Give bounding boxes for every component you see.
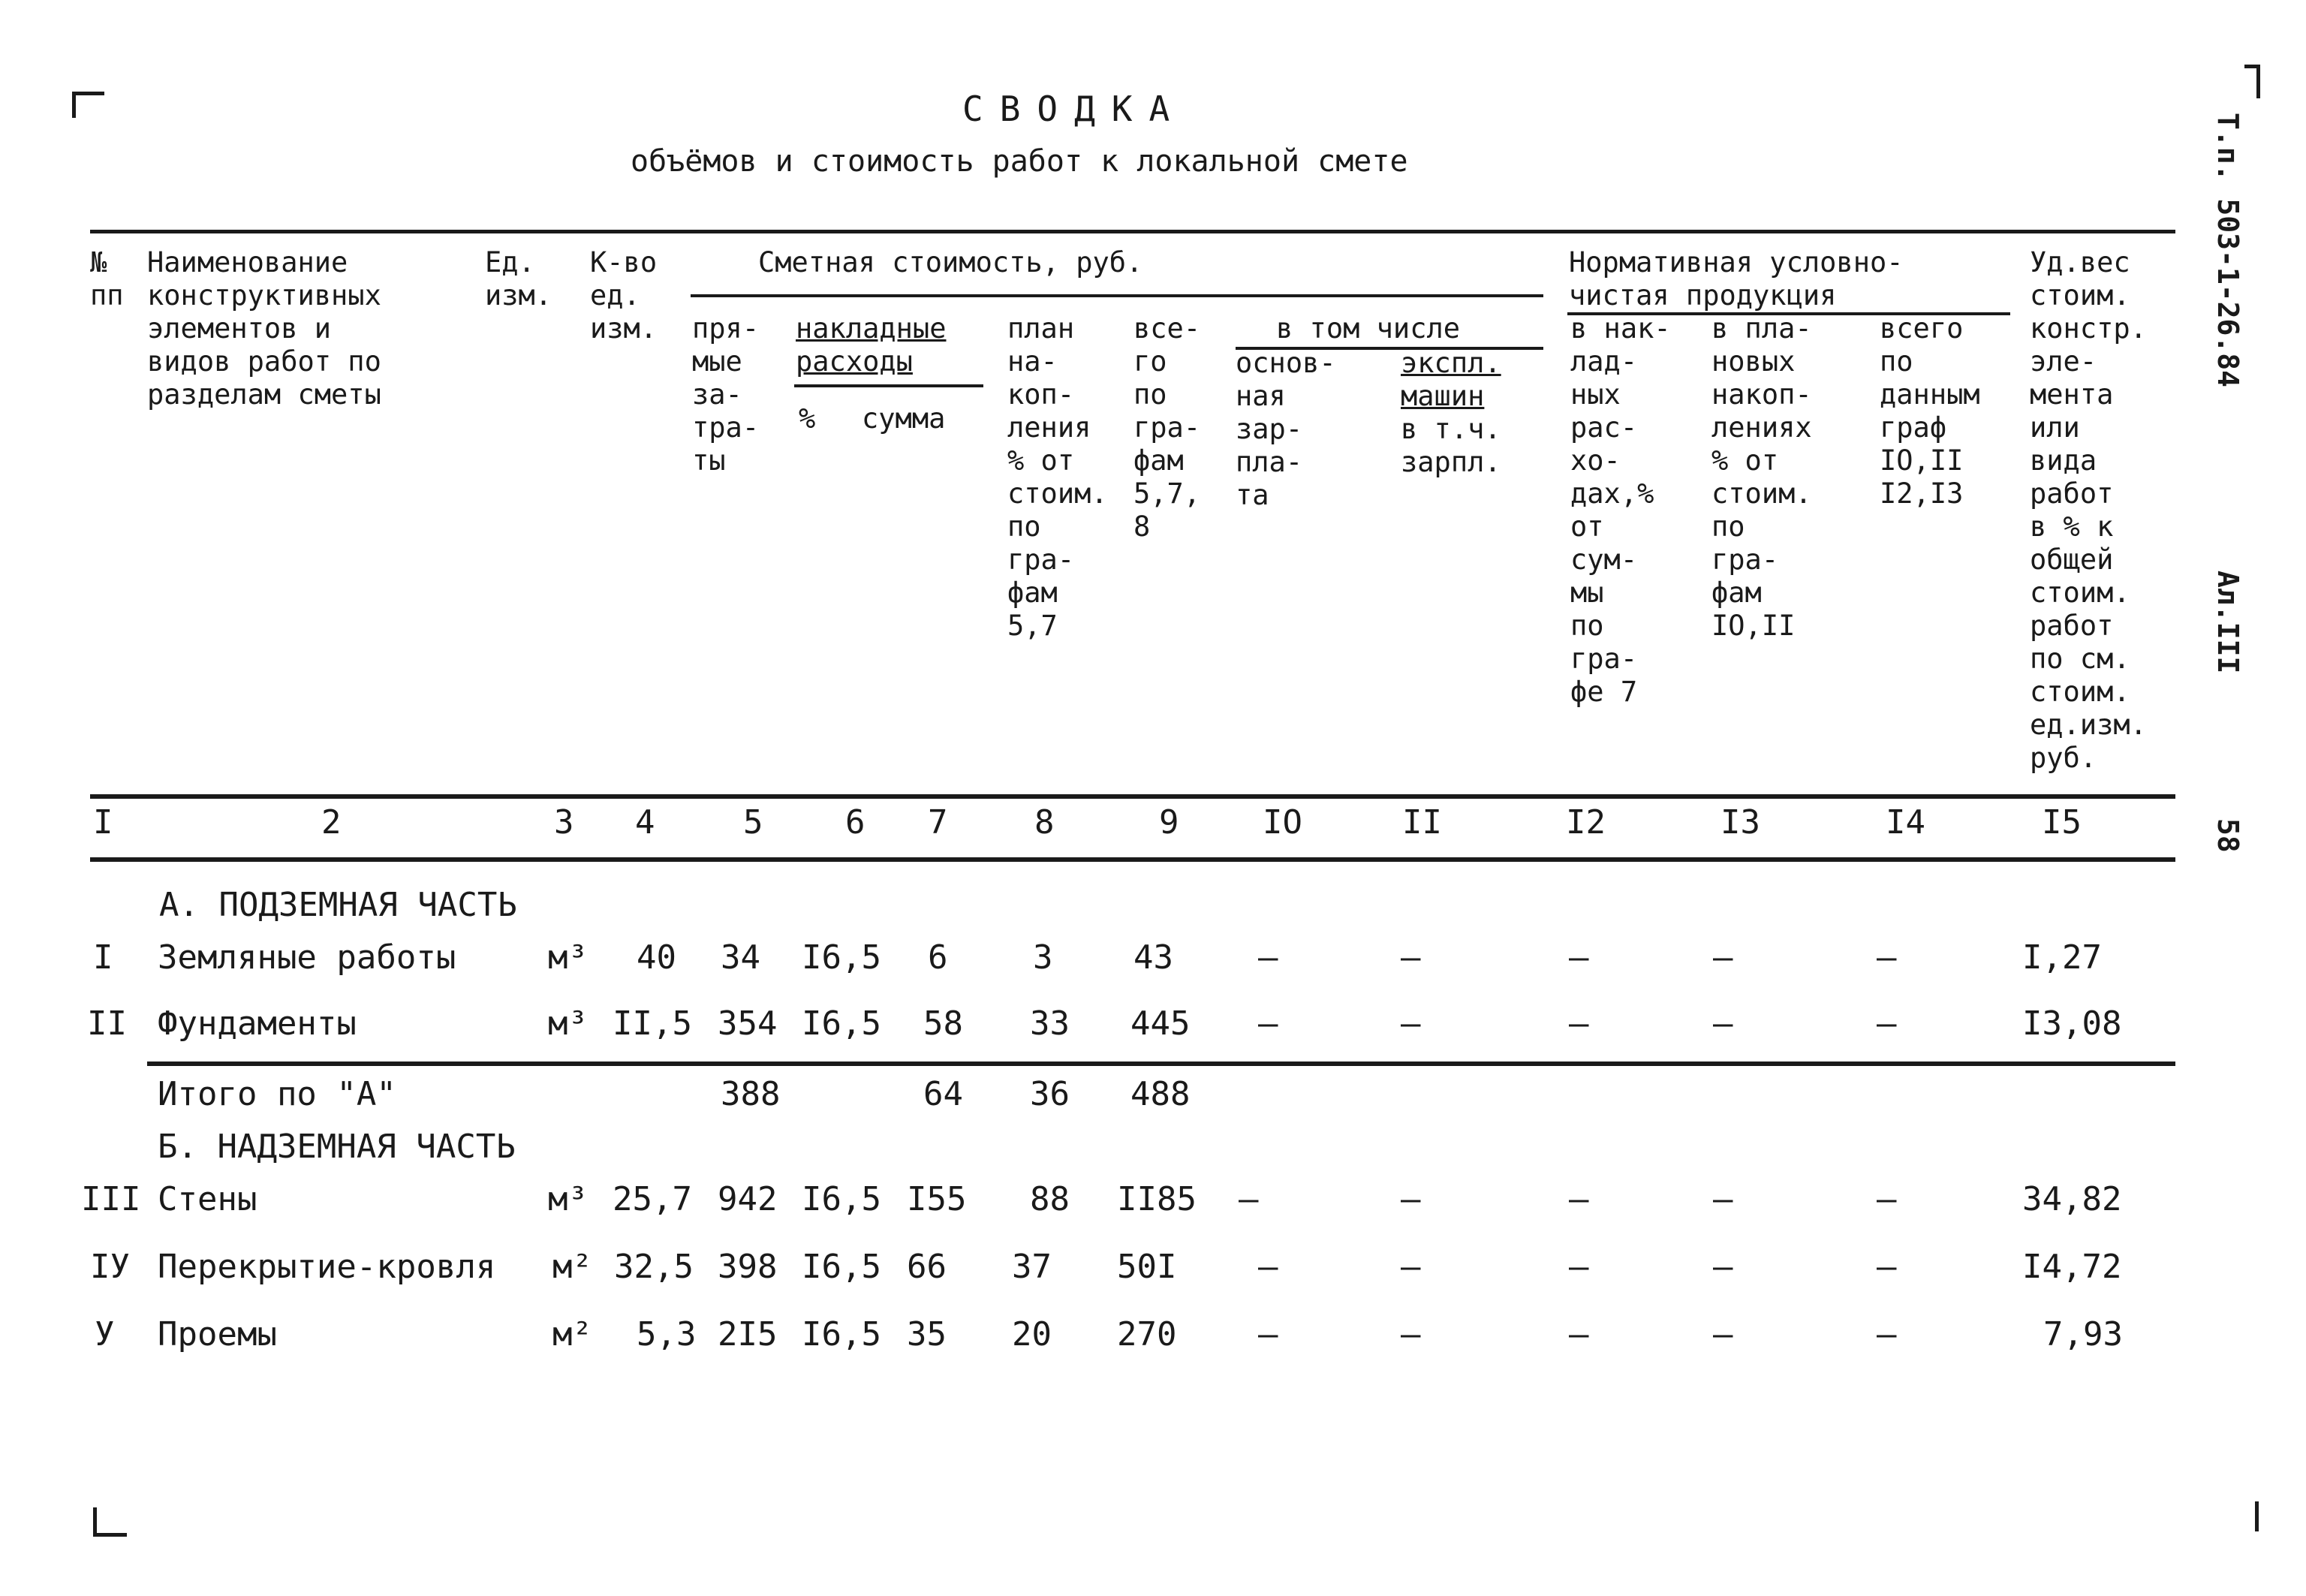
- header-group-overhead: накладные расходы: [796, 312, 947, 378]
- row-direct-costs: 942: [718, 1180, 778, 1218]
- row-planned-savings: 37: [1012, 1248, 1052, 1286]
- corner-mark-top-right: [2244, 65, 2260, 98]
- row-normative-planned: –: [1713, 1004, 1733, 1043]
- row-specific-weight: I4,72: [2022, 1248, 2122, 1286]
- row-machines: –: [1401, 1180, 1421, 1218]
- row-base-salary: –: [1258, 1004, 1278, 1043]
- row-direct-costs: 398: [718, 1248, 778, 1286]
- column-number: 7: [928, 803, 948, 842]
- row-normative-planned: –: [1713, 1180, 1733, 1218]
- row-specific-weight: I3,08: [2022, 1004, 2122, 1043]
- row-total: 270: [1117, 1315, 1177, 1354]
- row-base-salary: –: [1258, 938, 1278, 977]
- column-number: 6: [845, 803, 866, 842]
- column-number: I2: [1566, 803, 1606, 842]
- subtotal-overhead-sum: 64: [923, 1075, 963, 1113]
- column-number: 9: [1159, 803, 1179, 842]
- page-number: 58: [2211, 818, 2244, 853]
- header-top-rule: [90, 230, 2175, 233]
- row-normative-total: –: [1877, 1315, 1897, 1354]
- subtotal-direct-costs: 388: [721, 1075, 781, 1113]
- row-overhead-sum: 66: [907, 1248, 947, 1286]
- column-number: II: [1402, 803, 1442, 842]
- row-planned-savings: 3: [1033, 938, 1053, 977]
- header-group-cost-rule: [691, 294, 1543, 297]
- header-group-normative: Нормативная условно- чистая продукция: [1569, 246, 1904, 312]
- column-number: 8: [1034, 803, 1055, 842]
- row-normative-total: –: [1877, 1004, 1897, 1043]
- column-number: 2: [321, 803, 342, 842]
- row-overhead-sum: I55: [907, 1180, 967, 1218]
- row-unit: м²: [552, 1315, 592, 1354]
- column-numbers-top-rule: [90, 794, 2175, 799]
- row-overhead-percent: I6,5: [802, 1004, 881, 1043]
- column-number: IO: [1263, 803, 1302, 842]
- row-overhead-sum: 6: [928, 938, 948, 977]
- row-normative-overhead: –: [1569, 1248, 1589, 1286]
- header-col-machines: экспл. машин: [1401, 347, 1501, 412]
- row-quantity: 40: [637, 938, 676, 977]
- row-machines: –: [1401, 1248, 1421, 1286]
- row-unit: м³: [548, 1180, 588, 1218]
- row-overhead-percent: I6,5: [802, 1248, 881, 1286]
- row-unit: м³: [548, 1004, 588, 1043]
- header-col-name: Наименование конструктивных элементов и видов работ по разделам сметы: [147, 246, 381, 411]
- row-planned-savings: 20: [1012, 1315, 1052, 1354]
- row-number: I: [93, 938, 113, 977]
- header-col-base-salary: основ- ная зар- пла- та: [1236, 347, 1336, 511]
- column-number: 4: [635, 803, 655, 842]
- header-col-planned-savings: план на- коп- ления % от стоим. по гра- фам 5,7: [1007, 312, 1108, 642]
- row-specific-weight: 34,82: [2022, 1180, 2122, 1218]
- corner-mark-top-left: [72, 92, 104, 118]
- corner-mark-bottom-left: [93, 1507, 127, 1537]
- row-total: 50I: [1117, 1248, 1177, 1286]
- row-specific-weight: 7,93: [2043, 1315, 2123, 1354]
- page-title: СВОДКА: [962, 89, 1187, 129]
- row-planned-savings: 88: [1030, 1180, 1070, 1218]
- column-numbers-bottom-rule: [90, 857, 2175, 862]
- section-a-heading: А. ПОДЗЕМНАЯ ЧАСТЬ: [159, 886, 517, 924]
- row-number: IУ: [90, 1248, 130, 1286]
- row-quantity: 25,7: [613, 1180, 692, 1218]
- row-name: Земляные работы: [158, 938, 456, 977]
- column-number: 5: [743, 803, 763, 842]
- header-col-quantity: К-во ед. изм.: [590, 246, 658, 345]
- row-name: Фундаменты: [158, 1004, 357, 1043]
- header-col-machines-salary: в т.ч. зарпл.: [1401, 413, 1501, 478]
- row-name: Перекрытие-кровля: [158, 1248, 496, 1286]
- section-b-heading: Б. НАДЗЕМНАЯ ЧАСТЬ: [158, 1128, 516, 1166]
- row-machines: –: [1401, 1004, 1421, 1043]
- column-number: I5: [2042, 803, 2082, 842]
- header-col-overhead-percent: %: [799, 402, 816, 435]
- column-number: I4: [1886, 803, 1925, 842]
- row-normative-overhead: –: [1569, 938, 1589, 977]
- row-unit: м²: [552, 1248, 592, 1286]
- row-normative-overhead: –: [1569, 1004, 1589, 1043]
- row-base-salary: –: [1258, 1315, 1278, 1354]
- subtotal-planned-savings: 36: [1030, 1075, 1070, 1113]
- header-group-cost: Сметная стоимость, руб.: [758, 246, 1143, 279]
- header-col-overhead-sum: сумма: [862, 402, 946, 435]
- column-number: I3: [1720, 803, 1760, 842]
- row-base-salary: –: [1239, 1180, 1259, 1218]
- row-direct-costs: 34: [721, 938, 760, 977]
- row-total: 445: [1130, 1004, 1191, 1043]
- row-overhead-percent: I6,5: [802, 938, 881, 977]
- column-number: 3: [554, 803, 574, 842]
- header-col-unit: Ед. изм.: [485, 246, 552, 312]
- subtotal-total: 488: [1130, 1075, 1191, 1113]
- row-direct-costs: 354: [718, 1004, 778, 1043]
- header-col-number: № пп: [90, 246, 124, 312]
- row-normative-overhead: –: [1569, 1180, 1589, 1218]
- header-col-normative-planned: в пла- новых накоп- лениях % от стоим. по гра- фам IO,II: [1711, 312, 1812, 642]
- header-overhead-rule: [794, 384, 983, 387]
- row-number: II: [87, 1004, 127, 1043]
- row-quantity: II,5: [613, 1004, 692, 1043]
- album-number: Ал.III: [2211, 571, 2244, 674]
- row-quantity: 5,3: [637, 1315, 697, 1354]
- row-planned-savings: 33: [1030, 1004, 1070, 1043]
- subtotal-label: Итого по "А": [158, 1075, 396, 1113]
- header-col-normative-overhead: в нак- лад- ных рас- хо- дах,% от сум- мы по гра- фе 7: [1570, 312, 1671, 708]
- row-number: У: [95, 1315, 115, 1354]
- page-subtitle: объёмов и стоимость работ к локальной смете: [631, 144, 1408, 179]
- row-name: Проемы: [158, 1315, 277, 1354]
- row-quantity: 32,5: [614, 1248, 694, 1286]
- row-total: 43: [1133, 938, 1173, 977]
- header-group-including: в том числе: [1276, 312, 1461, 345]
- header-col-total: все- го по гра- фам 5,7, 8: [1133, 312, 1201, 543]
- row-normative-planned: –: [1713, 938, 1733, 977]
- row-total: II85: [1117, 1180, 1197, 1218]
- row-normative-overhead: –: [1569, 1315, 1589, 1354]
- header-col-specific-weight: Уд.вес стоим. констр. эле- мента или вида работ в % к общей стоим. работ по см. стоим. ед.изм. руб.: [2030, 246, 2147, 774]
- row-overhead-percent: I6,5: [802, 1315, 881, 1354]
- row-overhead-percent: I6,5: [802, 1180, 881, 1218]
- row-machines: –: [1401, 938, 1421, 977]
- row-specific-weight: I,27: [2022, 938, 2102, 977]
- row-overhead-sum: 35: [907, 1315, 947, 1354]
- row-base-salary: –: [1258, 1248, 1278, 1286]
- row-normative-total: –: [1877, 938, 1897, 977]
- header-col-normative-total: всего по данным граф IO,II I2,I3: [1880, 312, 1980, 510]
- row-direct-costs: 2I5: [718, 1315, 778, 1354]
- row-unit: м³: [548, 938, 588, 977]
- row-normative-total: –: [1877, 1248, 1897, 1286]
- corner-mark-bottom-right: [2249, 1501, 2259, 1531]
- row-normative-planned: –: [1713, 1315, 1733, 1354]
- column-number: I: [93, 803, 113, 842]
- row-machines: –: [1401, 1315, 1421, 1354]
- header-col-direct-costs: пря- мые за- тра- ты: [692, 312, 760, 477]
- row-name: Стены: [158, 1180, 257, 1218]
- row-overhead-sum: 58: [923, 1004, 963, 1043]
- subtotal-rule: [147, 1061, 2175, 1066]
- row-number: III: [81, 1180, 141, 1218]
- document-code: Т.п. 503-1-26.84: [2211, 113, 2244, 388]
- row-normative-total: –: [1877, 1180, 1897, 1218]
- row-normative-planned: –: [1713, 1248, 1733, 1286]
